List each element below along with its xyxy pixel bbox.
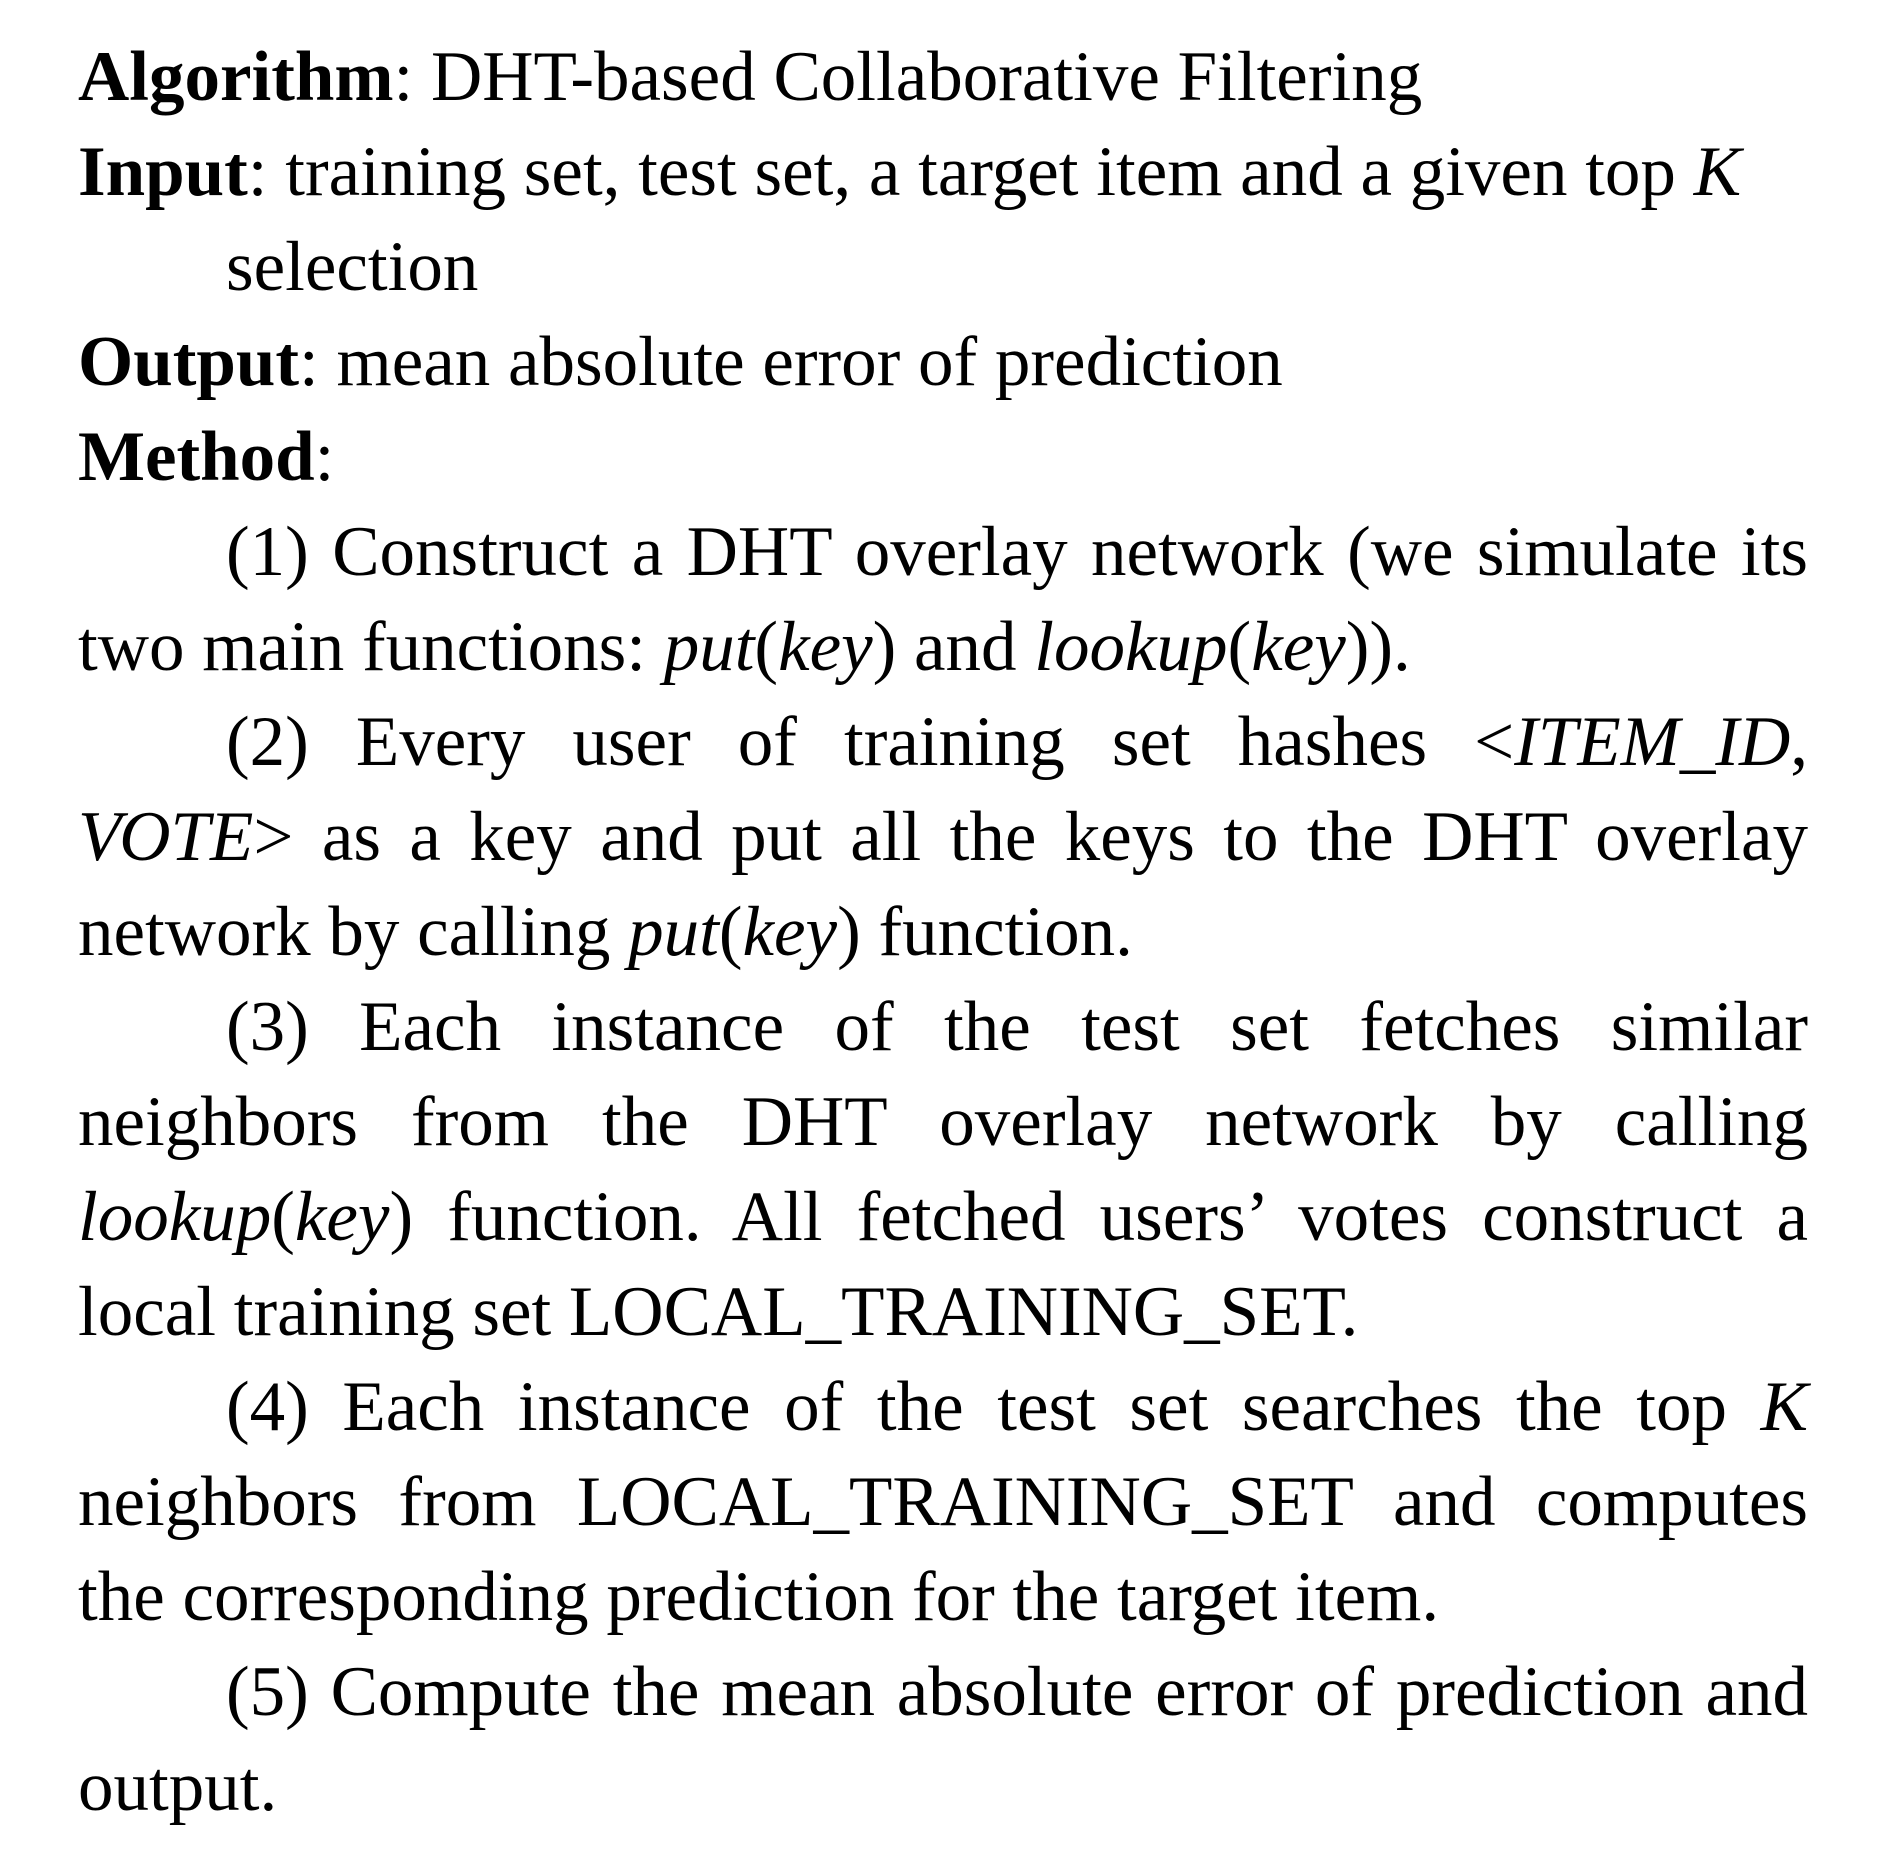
step-1-text-mid: ) and (872, 608, 1035, 686)
input-k: K (1693, 133, 1742, 211)
output-text: mean absolute error of prediction (336, 323, 1283, 401)
comma: , (1790, 703, 1808, 781)
key-arg: key (742, 893, 838, 971)
input-label: Input (78, 133, 248, 211)
method-step-1 (78, 505, 1808, 695)
algorithm-line: Algorithm: DHT-based Collaborative Filtering (78, 38, 1423, 116)
method-step-2 (78, 695, 1808, 980)
step-3-text: (3) Each instance of the test set fetches similar neighbors from the DHT overlay network by calling (78, 988, 1808, 1161)
step-1-text: (1) Construct a DHT overlay network (we simulate its two main functions: (78, 513, 1808, 686)
step-2-text-mid: > as a key and put all the keys to the DHT overlay network by calling (78, 798, 1808, 971)
vote-token: VOTE (78, 798, 254, 876)
key-arg: key (778, 608, 873, 686)
algorithm-name: DHT-based Collaborative Filtering (431, 38, 1423, 116)
paren: ( (718, 893, 743, 971)
method-step-5 (78, 1645, 1808, 1835)
input-line: Input: training set, test set, a target item and a given top K selection (78, 133, 1742, 306)
key-arg: key (1251, 608, 1346, 686)
output-line: Output: mean absolute error of prediction (78, 323, 1283, 401)
step-2-text-end: ) function. (837, 893, 1133, 971)
paren: ( (271, 1178, 295, 1256)
method-step-4 (78, 1360, 1808, 1645)
paren: ( (1227, 608, 1252, 686)
input-text-end: selection (226, 228, 479, 306)
step-4-text: (4) Each instance of the test set searches the top (226, 1368, 1761, 1446)
put-function-name: put (628, 893, 719, 971)
algorithm-label: Algorithm (78, 38, 394, 116)
put-function-name: put (663, 608, 755, 686)
paren: ( (754, 608, 779, 686)
lookup-function-name: lookup (78, 1178, 272, 1256)
key-arg: key (294, 1178, 390, 1256)
method-line: Method: (78, 418, 335, 496)
step-3-text-end: ) function. All fetched users’ votes construct a local training set LOCAL_TRAINING_SET. (78, 1178, 1808, 1351)
method-label: Method (78, 418, 315, 496)
item-id-token: ITEM_ID (1514, 703, 1791, 781)
step-2-text: (2) Every user of training set hashes < (226, 703, 1515, 781)
step-4-text-end: neighbors from LOCAL_TRAINING_SET and computes the corresponding prediction for the target item. (78, 1463, 1808, 1636)
step-1-put-call (664, 608, 1411, 686)
k-variable: K (1760, 1368, 1808, 1446)
output-label: Output (78, 323, 299, 401)
step-5-text: (5) Compute the mean absolute error of prediction and output. (78, 1653, 1808, 1826)
input-text: training set, test set, a target item and a given top (285, 133, 1694, 211)
lookup-function-name: lookup (1034, 608, 1228, 686)
algorithm-box (78, 30, 1808, 1835)
paren-close: )). (1345, 608, 1411, 686)
method-step-3 (78, 980, 1808, 1360)
